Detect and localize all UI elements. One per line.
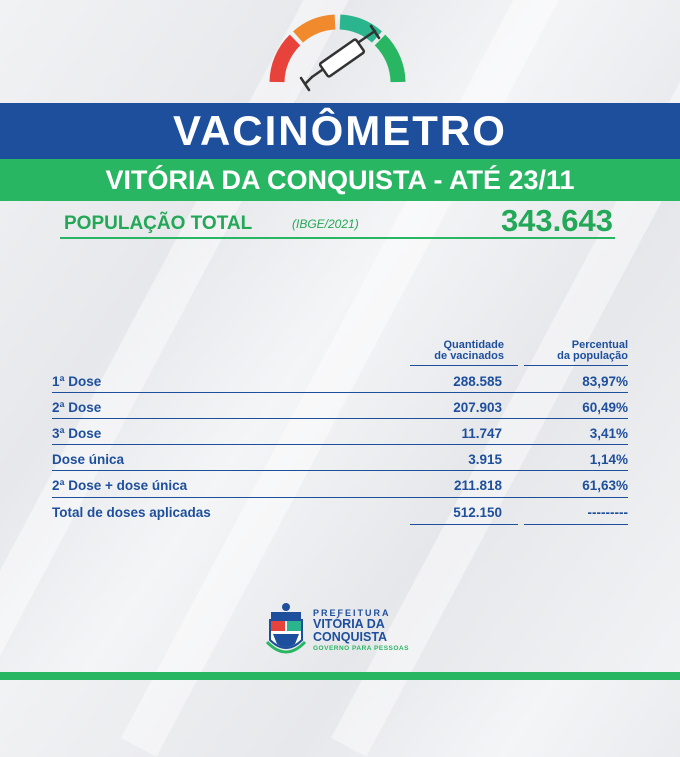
population-value: 343.643 [500,203,613,238]
row-percent: 61,63% [582,478,628,493]
row-divider [52,418,628,419]
table-row [52,446,628,472]
row-label: 2ª Dose + dose única [52,478,188,493]
row-divider [52,497,628,498]
logo-tagline: GOVERNO PARA PESSOAS [313,645,409,652]
subtitle-banner [0,159,680,201]
row-label: 1ª Dose [52,374,102,389]
row-divider [52,392,628,393]
header-divider [410,365,518,366]
logo-prefix: PREFEITURA [313,608,391,618]
row-quantity: 211.818 [453,478,502,493]
table-row [52,368,628,394]
logo-city-line1: VITÓRIA DA [313,617,385,631]
table-row [52,420,628,446]
row-divider [524,524,628,525]
vaccine-gauge-icon [265,12,410,107]
header-divider [524,365,628,366]
table-row [52,499,628,525]
row-divider [52,444,628,445]
population-label: POPULAÇÃO TOTAL [64,213,253,234]
row-percent: 60,49% [582,400,628,415]
row-quantity: 288.585 [453,374,502,389]
row-percent: --------- [587,505,628,520]
row-label: Dose única [52,452,125,467]
page-title: VACINÔMETRO [173,107,507,154]
row-quantity: 3.915 [468,452,502,467]
row-percent: 1,14% [589,452,628,467]
row-label: 2ª Dose [52,400,102,415]
title-banner [0,103,680,159]
row-quantity: 512.150 [453,505,502,520]
population-total [60,203,615,239]
row-label: Total de doses aplicadas [52,505,211,520]
row-label: 3ª Dose [52,426,102,441]
row-divider [52,470,628,471]
row-quantity: 11.747 [461,426,502,441]
logo-city-line2: CONQUISTA [313,630,388,644]
population-source: (IBGE/2021) [292,217,359,231]
footer-bar [0,672,680,680]
column-header-quantity: Quantidade de vacinados [434,339,504,362]
page-subtitle: VITÓRIA DA CONQUISTA - ATÉ 23/11 [105,164,575,195]
table-row [52,394,628,420]
table-row [52,472,628,498]
row-quantity: 207.903 [453,400,502,415]
row-percent: 83,97% [582,374,628,389]
city-logo-text [313,608,409,652]
row-percent: 3,41% [589,426,628,441]
column-header-percent: Percentual da população [557,339,628,362]
row-divider [410,524,518,525]
